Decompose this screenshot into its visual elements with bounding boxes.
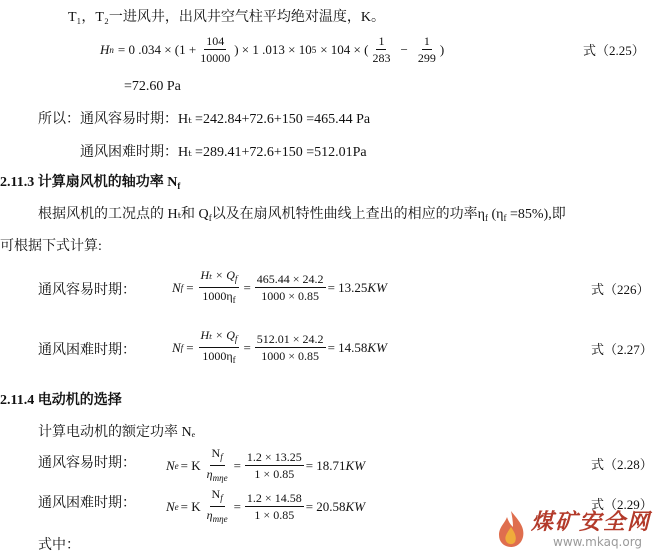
eq228-f1-num-sub: f — [220, 452, 223, 462]
eq228-f1-den: η — [206, 467, 213, 481]
eq226-result: = 13.25 — [327, 279, 368, 295]
para1-eta-sub-2: f — [503, 213, 507, 223]
eq228-f2-num: 1.2 × 13.25 — [246, 450, 302, 464]
eq227-tag: 式（2.27） — [591, 342, 653, 357]
eq227-f1-num-sub: f — [234, 334, 238, 344]
result-easy-period: 所以：通风容易时期：Hₜ =242.84+72.6+150 =465.44 Pa — [38, 112, 371, 127]
eq229-lhs: N — [166, 498, 175, 514]
variable-definition — [68, 6, 385, 26]
eq225-f3-num: 1 — [423, 34, 430, 48]
eq228-f2-den: 1 × 0.85 — [254, 467, 295, 481]
eq225-exponent: 5 — [311, 44, 317, 55]
eq229-f2-den: 1 × 0.85 — [254, 508, 295, 522]
section-heading-2-11-3 — [0, 171, 180, 191]
eq229-label: 通风困难时期： — [38, 496, 136, 511]
watermark — [493, 505, 663, 553]
eq229-k: = K — [180, 498, 201, 514]
eq229-f1-num-sub: f — [220, 493, 223, 503]
eq229-tag: 式（2.29） — [591, 497, 653, 512]
eq226-f1-num-sub: f — [234, 274, 238, 284]
variable-definition-text: T₁，T₂一进风井，出风井空气柱平均绝对温度，K。 — [68, 10, 385, 25]
eq225-fraction-3 — [416, 34, 438, 65]
eq229-fraction-2 — [245, 491, 304, 522]
eq229-f1-den-sub: mηe — [212, 514, 228, 524]
equation-2-29: N e = K $\frac{N_f}{\eta_{m\eta e}}$ = $\frac{1.2 \times 14.58}{1 \times 0.85}$ = 20.58 KW — [166, 487, 366, 524]
section-heading-2-11-4: 2.11.4 电动机的选择 — [0, 393, 122, 408]
eq225-f1-den: 10000 — [200, 51, 231, 65]
eq229-f2-num: 1.2 × 14.58 — [246, 491, 302, 505]
eq225-fraction-1 — [198, 34, 232, 65]
eq226-tag: 式（226） — [591, 282, 650, 297]
eq227-fraction-2 — [255, 332, 326, 363]
equation-2-27: N f = $\frac{H_t \times Q_f}{1000\eta_f}$ = $\frac{512.01 \times 24.2}{1000 \times 0.85}$ = 14.58 KW — [172, 328, 387, 365]
watermark-url: www.mkaq.org — [553, 535, 643, 549]
eq226-f2-num: 465.44 × 24.2 — [256, 272, 324, 286]
eq228-label: 通风容易时期： — [38, 456, 136, 471]
result-hard-period: 通风困难时期：Hₜ =289.41+72.6+150 =512.01Pa — [80, 145, 367, 160]
eq225-tag: 式（2.25） — [583, 43, 645, 58]
eq225-f2-den: 283 — [372, 51, 391, 65]
eq227-lhs-sub: f — [180, 342, 184, 353]
eq226-lhs: N — [172, 279, 181, 295]
eq225-part3: × 104 × ( — [320, 41, 369, 57]
eq225-f2-num: 1 — [378, 34, 385, 48]
eq225-f3-den: 299 — [417, 51, 436, 65]
eq226-f1-num: Hₜ × Q — [200, 268, 235, 282]
flame-logo-icon — [493, 509, 529, 549]
eq225-fraction-2 — [370, 34, 392, 65]
eq229-result: = 20.58 — [305, 498, 346, 514]
eq227-f1-num: Hₜ × Q — [200, 328, 235, 342]
heading-2-11-3-sub: f — [177, 181, 181, 191]
eq227-lhs: N — [172, 339, 181, 355]
eq228-result: = 18.71 — [305, 457, 346, 473]
eq229-f1-num: N — [211, 487, 221, 501]
para1-text: 根据风机的工况点的 Hₜ和 Q — [38, 207, 209, 222]
eq229-unit: KW — [345, 498, 366, 514]
heading-2-11-3-text: 2.11.3 计算扇风机的轴功率 N — [0, 175, 178, 190]
eq226-fraction-2 — [255, 272, 326, 303]
eq228-lhs: N — [166, 457, 175, 473]
eq227-result: = 14.58 — [327, 339, 368, 355]
watermark-text: 煤矿安全网 — [531, 509, 652, 535]
eq225-part1: = 0 .034 × (1 + — [117, 41, 197, 57]
eq225-lhs: H — [100, 41, 110, 57]
eq227-f1-den: 1000η — [202, 349, 233, 363]
eq227-label: 通风困难时期： — [38, 343, 136, 358]
paragraph-motor-power: 计算电动机的额定功率 Nₑ — [38, 425, 196, 440]
eq228-lhs-sub: e — [174, 460, 179, 471]
eq226-f2-den: 1000 × 0.85 — [261, 289, 320, 303]
eq227-f2-num: 512.01 × 24.2 — [256, 332, 324, 346]
paragraph-continuation: 可根据下式计算: — [0, 239, 102, 254]
eq227-f1-den-sub: f — [232, 355, 236, 365]
para1-q-sub: f — [208, 213, 212, 223]
eq226-unit: KW — [367, 279, 387, 295]
eq227-fraction-1 — [199, 328, 240, 367]
equation-2-28: N e = K $\frac{N_f}{\eta_{m\eta e}}$ = $\frac{1.2 \times 13.25}{1 \times 0.85}$ = 18.71 KW — [166, 446, 366, 483]
eq229-f1-den: η — [206, 508, 213, 522]
eq229-lhs-sub: e — [174, 501, 179, 512]
where-label: 式中： — [38, 538, 80, 553]
eq225-part2: ) × 1 .013 × 10 — [234, 41, 312, 57]
para1-text-c: (η — [488, 207, 504, 222]
equation-2-26: N f = $\frac{H_t \times Q_f}{1000\eta_f}$ = $\frac{465.44 \times 24.2}{1000 \times 0.85}$ = 13.25 KW — [172, 268, 387, 305]
eq228-k: = K — [180, 457, 201, 473]
eq229-fraction-1 — [205, 487, 230, 526]
eq226-f1-den-sub: f — [232, 295, 236, 305]
eq226-label: 通风容易时期： — [38, 283, 136, 298]
eq228-tag: 式（2.28） — [591, 457, 653, 472]
para1-text-d: =85%),即 — [506, 207, 566, 222]
eq227-f2-den: 1000 × 0.85 — [261, 349, 320, 363]
para1-eta-sub: f — [485, 213, 489, 223]
eq226-f1-den: 1000η — [202, 289, 233, 303]
paragraph-fan-power — [38, 203, 566, 223]
eq225-f1-num: 104 — [206, 34, 225, 48]
eq225-part4: ) — [439, 41, 445, 57]
eq228-unit: KW — [345, 457, 366, 473]
eq226-fraction-1 — [199, 268, 240, 307]
eq225-result: =72.60 Pa — [124, 79, 181, 94]
eq226-lhs-sub: f — [180, 282, 184, 293]
eq228-f1-den-sub: mηe — [212, 473, 228, 483]
eq225-lhs-sub: n — [109, 44, 114, 55]
eq227-unit: KW — [367, 339, 387, 355]
eq228-fraction-2 — [245, 450, 304, 481]
eq228-f1-num: N — [211, 446, 221, 460]
eq228-fraction-1 — [205, 446, 230, 485]
equation-2-25 — [100, 34, 444, 65]
para1-text-b: 以及在扇风机特性曲线上查出的相应的功率η — [211, 207, 486, 222]
eq225-minus: − — [400, 41, 408, 57]
